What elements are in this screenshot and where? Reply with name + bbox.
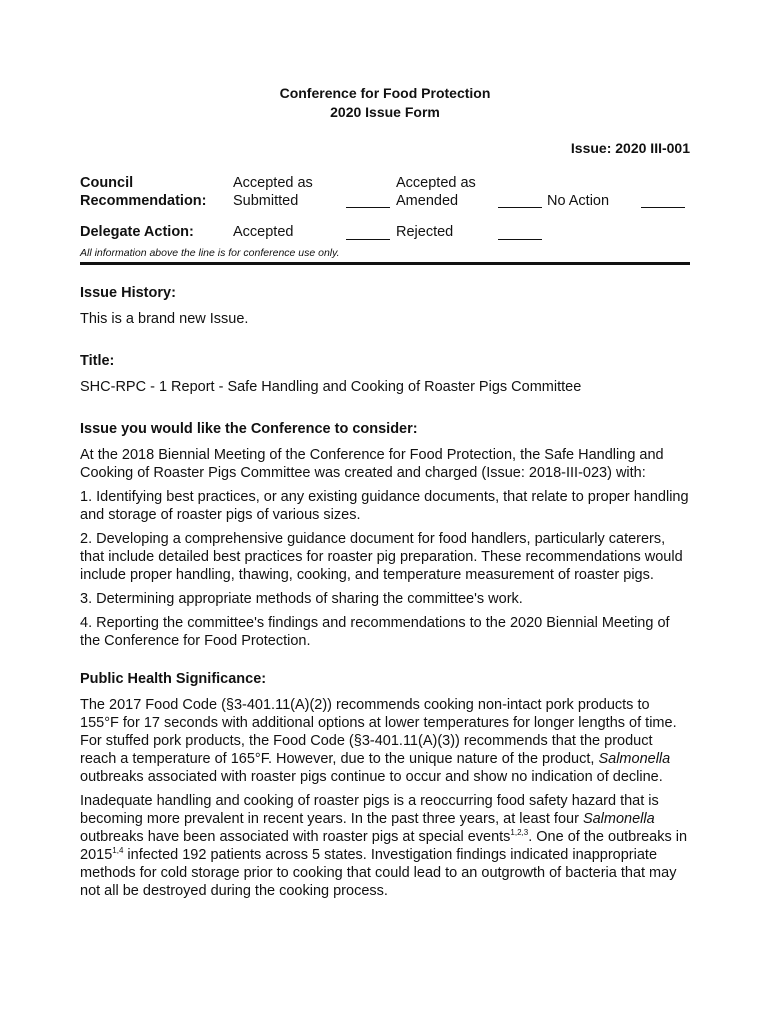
delegate-option-rejected: Rejected [396, 224, 454, 240]
public-health-paragraph-1: The 2017 Food Code (§3-401.11(A)(2)) recommends cooking non-intact pork products to 155°F for 17 seconds with additional options at lower temperatures for longer lengths of time. For stuffed pork products, the Food Code (§3-401.11(A)(3)) recommends that the product reach a temperature of 165°F. However, due to the unique nature of the product, Salmonella outbreaks associated with roaster pigs continue to occur and show no indication of decline. [80, 697, 677, 785]
council-submitted-blank[interactable] [346, 207, 390, 208]
issue-history-heading: Issue History: [80, 285, 176, 301]
consider-item-3: 3. Determining appropriate methods of sharing the committee's work. [80, 591, 523, 607]
council-option-no-action: No Action [547, 193, 610, 209]
delegate-label: Delegate Action: [80, 224, 194, 240]
title-heading: Title: [80, 353, 115, 369]
public-health-paragraph-2: Inadequate handling and cooking of roaster pigs is a reoccurring food safety hazard that is becoming more prevalent in recent years. In the past three years, at least four Salmonella outbreaks have been associated with roaster pigs at special events$^{1,2,3}$. One of the outbreaks in 2015$^{1,4}$ infected 192 patients across 5 states. Investigation findings indicated inappropriate methods for cold storage prior to cooking that could lead to an outgrowth of bacteria that may not all be destroyed during the cooking process. [80, 793, 688, 899]
form-body [80, 284, 692, 906]
consider-item-1: 1. Identifying best practices, or any existing guidance documents, that relate to proper handling and storage of roaster pigs of various sizes. [80, 489, 689, 523]
council-option-submitted-line2: Submitted [233, 193, 299, 209]
council-no-action-blank[interactable] [641, 207, 685, 208]
issue-history-text: This is a brand new Issue. [80, 311, 249, 327]
issue-number: Issue: 2020 III-001 [570, 140, 690, 156]
consider-heading: Issue you would like the Conference to consider: [80, 421, 418, 437]
citation-superscript: 1,4 [112, 846, 124, 856]
public-health-heading: Public Health Significance: [80, 671, 267, 687]
conference-use-note: All information above the line is for conference use only. [80, 247, 340, 259]
form-subtitle: 2020 Issue Form [330, 104, 440, 120]
consider-item-2: 2. Developing a comprehensive guidance document for food handlers, particularly caterers, that include detailed best practices for roaster pig preparation. These recommendations would include proper handling, thawing, cooking, and temperature measurement of roaster pigs. [80, 531, 683, 583]
council-label-line1: Council [80, 175, 134, 191]
delegate-accepted-blank[interactable] [346, 239, 390, 240]
consider-item-4: 4. Reporting the committee's findings and recommendations to the 2020 Biennial Meeting of the Conference for Food Protection. [80, 615, 670, 649]
council-amended-blank[interactable] [498, 207, 542, 208]
council-option-amended-line2: Amended [396, 193, 459, 209]
form-title: Conference for Food Protection [279, 85, 491, 101]
council-option-amended-line1: Accepted as [396, 175, 476, 191]
consider-intro: At the 2018 Biennial Meeting of the Conference for Food Protection, the Safe Handling and Cooking of Roaster Pigs Committee was created and charged (Issue: 2018-III-023) with: [80, 447, 664, 481]
council-label-line2: Recommendation: [80, 193, 207, 209]
title-text: SHC-RPC - 1 Report - Safe Handling and Cooking of Roaster Pigs Committee [80, 379, 582, 395]
council-option-submitted-line1: Accepted as [233, 175, 313, 191]
divider-line [80, 262, 690, 265]
delegate-rejected-blank[interactable] [498, 239, 542, 240]
citation-superscript: 1,2,3 [510, 828, 529, 838]
delegate-option-accepted: Accepted [233, 224, 294, 240]
